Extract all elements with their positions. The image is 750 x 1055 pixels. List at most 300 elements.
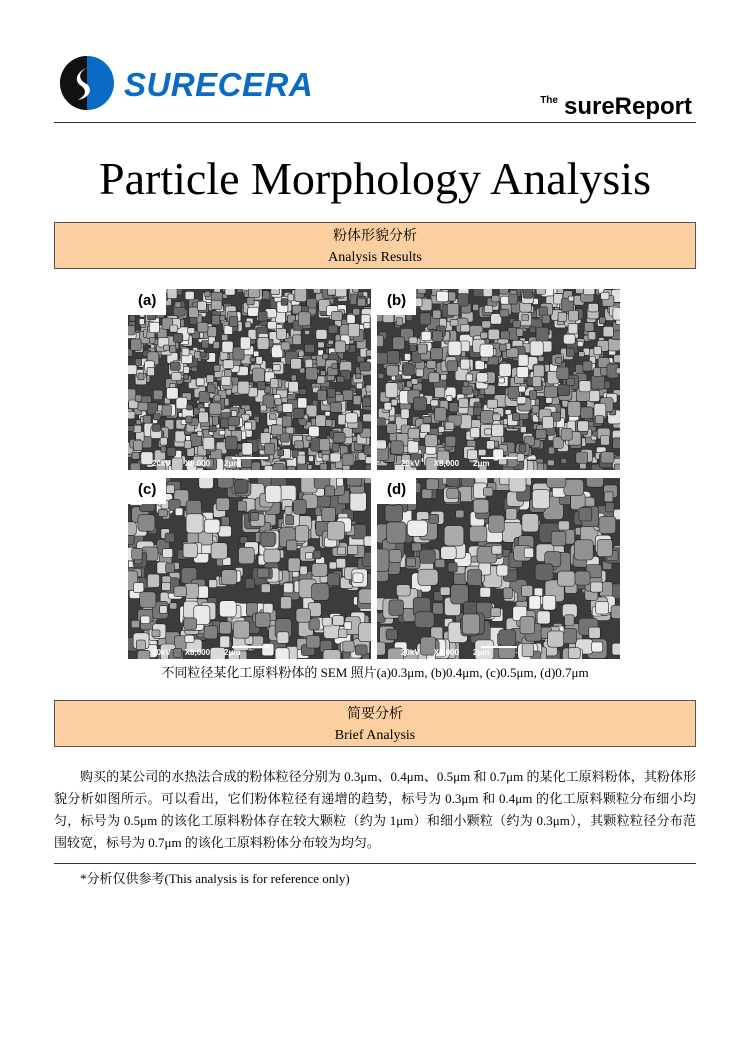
particle bbox=[477, 373, 488, 383]
particle bbox=[294, 500, 307, 515]
particle bbox=[498, 378, 504, 383]
voltage: 20kV bbox=[401, 459, 420, 468]
particle bbox=[300, 566, 307, 575]
particle bbox=[312, 356, 317, 360]
particle bbox=[253, 368, 265, 382]
particle bbox=[408, 428, 419, 438]
particle bbox=[170, 346, 176, 353]
particle bbox=[175, 302, 181, 308]
sem-texture bbox=[128, 478, 371, 659]
particle bbox=[147, 367, 154, 375]
particle bbox=[574, 540, 593, 560]
particle bbox=[220, 601, 237, 617]
particle bbox=[558, 571, 576, 586]
particle bbox=[322, 454, 329, 461]
particle bbox=[532, 377, 541, 387]
particle bbox=[594, 346, 602, 354]
particle bbox=[447, 478, 460, 486]
particle bbox=[214, 395, 220, 401]
particle bbox=[316, 330, 327, 340]
particle bbox=[335, 395, 343, 402]
sem-texture bbox=[128, 289, 371, 470]
particle bbox=[488, 329, 499, 339]
particle bbox=[359, 589, 371, 604]
particle bbox=[407, 520, 427, 536]
magnification: X8,000 bbox=[184, 459, 211, 468]
particle bbox=[316, 415, 326, 427]
particle bbox=[356, 383, 362, 389]
particle bbox=[576, 365, 584, 373]
particle bbox=[171, 373, 181, 381]
particle bbox=[288, 558, 300, 572]
particle bbox=[584, 322, 594, 331]
particle bbox=[517, 454, 524, 462]
particle bbox=[152, 630, 160, 637]
particle bbox=[529, 596, 541, 609]
particle bbox=[480, 587, 491, 597]
particle bbox=[409, 337, 417, 344]
particle bbox=[295, 526, 308, 542]
particle bbox=[160, 438, 167, 446]
particle bbox=[242, 443, 252, 455]
particle bbox=[335, 341, 346, 353]
particle bbox=[239, 547, 255, 564]
particle bbox=[322, 354, 328, 359]
particle bbox=[163, 549, 173, 558]
particle bbox=[517, 397, 526, 404]
particle bbox=[396, 585, 410, 596]
particle bbox=[568, 648, 580, 659]
particle bbox=[270, 379, 278, 388]
particle bbox=[433, 603, 444, 615]
particle bbox=[283, 403, 293, 412]
particle bbox=[128, 412, 135, 419]
particle bbox=[557, 367, 569, 379]
particle bbox=[429, 514, 439, 523]
particle bbox=[520, 427, 526, 433]
particle bbox=[322, 507, 336, 521]
particle bbox=[154, 414, 161, 420]
particle bbox=[328, 289, 336, 295]
particle bbox=[433, 310, 441, 318]
particle bbox=[289, 382, 299, 393]
particle bbox=[186, 416, 192, 423]
particle bbox=[309, 456, 314, 462]
particle bbox=[287, 540, 298, 551]
particle bbox=[257, 382, 265, 390]
particle bbox=[364, 445, 371, 455]
particle bbox=[325, 411, 330, 416]
particle bbox=[313, 289, 321, 293]
particle bbox=[197, 323, 208, 333]
particle bbox=[407, 558, 416, 567]
particle bbox=[199, 412, 209, 423]
particle bbox=[184, 618, 197, 630]
particle bbox=[275, 311, 285, 323]
particle bbox=[220, 316, 225, 321]
particle bbox=[386, 366, 398, 377]
analysis-paragraph: 购买的某公司的水热法合成的粉体粒径分别为 0.3μm、0.4μm、0.5μm 和 0.7μm 的某化工原料粉体，其粉体形貌分析如图所示。可以看出，它们粉体粒径有递增的趋势，标号为 0.3μm 和 0.4μm 的化工原料颗粒分布细小均匀，标号为 0.5μm 的该化工原料粉体存在较大颗粒（约为 1μm）和细小颗粒（约为 0.3μm），其颗粒粒径分布范围较宽，标号为 0.7μm 的该化工原料粉体分布较为均匀。 bbox=[54, 769, 696, 850]
particle bbox=[185, 583, 198, 598]
particle bbox=[484, 305, 493, 312]
particle bbox=[536, 289, 545, 295]
particle bbox=[291, 359, 302, 370]
particle bbox=[196, 378, 204, 386]
particle bbox=[218, 526, 231, 537]
particle bbox=[606, 502, 615, 512]
particle bbox=[293, 408, 304, 418]
particle bbox=[298, 398, 307, 408]
particle bbox=[190, 318, 197, 325]
image-info bbox=[401, 648, 504, 657]
particle bbox=[534, 588, 543, 596]
particle bbox=[175, 508, 183, 516]
particle bbox=[355, 374, 361, 379]
report-prefix: The bbox=[540, 95, 558, 106]
particle bbox=[130, 463, 140, 470]
particle bbox=[281, 299, 287, 306]
particle bbox=[546, 397, 552, 403]
particle bbox=[207, 384, 215, 393]
particle bbox=[543, 595, 556, 610]
particle bbox=[322, 618, 332, 627]
particle bbox=[261, 533, 275, 547]
particle bbox=[128, 522, 136, 536]
scale-label: 2μm bbox=[224, 648, 241, 657]
particle bbox=[294, 441, 303, 449]
brief-section-header bbox=[54, 700, 696, 747]
particle bbox=[411, 379, 418, 385]
particle bbox=[197, 431, 202, 436]
particle bbox=[138, 402, 148, 410]
particle bbox=[332, 364, 338, 369]
particle bbox=[158, 509, 167, 516]
particle bbox=[448, 563, 457, 573]
particle bbox=[199, 391, 210, 402]
particle bbox=[558, 312, 566, 321]
particle bbox=[487, 400, 498, 409]
particle bbox=[458, 294, 469, 307]
particle bbox=[447, 361, 458, 372]
particle bbox=[209, 426, 216, 432]
particle bbox=[348, 545, 358, 554]
results-section-header bbox=[54, 222, 696, 269]
particle bbox=[219, 430, 225, 435]
particle bbox=[255, 613, 270, 627]
particle bbox=[143, 415, 151, 423]
particle bbox=[568, 401, 581, 416]
particle bbox=[186, 501, 201, 516]
particle bbox=[601, 452, 614, 463]
particle bbox=[218, 478, 234, 488]
particle bbox=[337, 376, 344, 382]
particle bbox=[334, 433, 346, 443]
particle bbox=[325, 486, 335, 496]
particle bbox=[503, 588, 512, 599]
particle bbox=[163, 345, 169, 350]
particle bbox=[441, 546, 457, 559]
particle bbox=[320, 463, 327, 470]
particle bbox=[223, 360, 234, 369]
particle bbox=[409, 345, 416, 352]
particle bbox=[300, 419, 307, 426]
particle bbox=[245, 578, 254, 588]
particle bbox=[591, 582, 603, 592]
particle bbox=[360, 362, 371, 371]
particle bbox=[336, 559, 346, 569]
particle bbox=[613, 308, 620, 321]
particle bbox=[147, 574, 159, 587]
particle bbox=[522, 315, 529, 321]
particle bbox=[299, 389, 306, 395]
particle bbox=[447, 303, 459, 315]
particle bbox=[238, 501, 247, 511]
particle bbox=[293, 335, 302, 345]
particle bbox=[492, 546, 502, 555]
brief-title-zh: 简要分析 bbox=[347, 707, 403, 722]
particle bbox=[460, 415, 472, 429]
particle bbox=[588, 304, 598, 312]
magnification: X8,000 bbox=[184, 648, 211, 657]
particle bbox=[187, 404, 193, 410]
particle bbox=[182, 348, 189, 356]
particle bbox=[389, 550, 401, 563]
particle bbox=[366, 350, 371, 356]
particle bbox=[139, 319, 144, 325]
particle bbox=[530, 341, 543, 356]
particle bbox=[346, 413, 358, 423]
particle bbox=[330, 402, 341, 412]
particle bbox=[253, 351, 259, 356]
results-title-zh: 粉体形貌分析 bbox=[333, 229, 417, 244]
particle bbox=[170, 362, 180, 371]
particle bbox=[353, 308, 360, 315]
particle bbox=[505, 410, 511, 415]
particle bbox=[389, 416, 395, 421]
particle bbox=[160, 606, 168, 614]
particle bbox=[305, 344, 315, 352]
particle bbox=[284, 583, 294, 593]
particle bbox=[328, 325, 338, 333]
particle bbox=[184, 441, 191, 449]
particle bbox=[235, 480, 248, 494]
particle bbox=[391, 399, 397, 406]
particle bbox=[563, 334, 575, 344]
particle bbox=[336, 478, 344, 486]
particle bbox=[269, 414, 276, 420]
particle bbox=[260, 405, 266, 411]
particle bbox=[544, 386, 557, 398]
particle bbox=[408, 441, 419, 453]
particle bbox=[387, 522, 407, 543]
particle bbox=[426, 479, 438, 490]
particle bbox=[188, 328, 195, 334]
particle bbox=[225, 436, 237, 450]
particle bbox=[204, 519, 220, 533]
particle bbox=[462, 386, 473, 395]
particle bbox=[451, 585, 469, 604]
particle bbox=[277, 632, 289, 644]
particle bbox=[568, 324, 578, 334]
particle bbox=[238, 381, 249, 394]
particle bbox=[225, 289, 235, 295]
particle bbox=[247, 297, 254, 305]
header-divider bbox=[54, 122, 696, 123]
particle bbox=[265, 443, 275, 455]
particle bbox=[275, 648, 289, 659]
particle bbox=[599, 317, 605, 324]
particle bbox=[501, 296, 510, 304]
particle bbox=[326, 420, 333, 427]
particle bbox=[547, 460, 554, 466]
particle bbox=[586, 478, 603, 487]
particle bbox=[329, 562, 336, 569]
particle bbox=[128, 326, 135, 335]
particle bbox=[406, 314, 413, 320]
image-label: (a) bbox=[128, 289, 166, 315]
particle bbox=[355, 645, 367, 655]
particle bbox=[166, 485, 174, 493]
particle bbox=[542, 416, 553, 428]
particle bbox=[566, 348, 574, 356]
particle bbox=[435, 559, 445, 568]
particle bbox=[412, 543, 422, 551]
particle bbox=[204, 626, 218, 639]
particle bbox=[327, 522, 344, 541]
particle bbox=[393, 337, 405, 350]
particle bbox=[222, 570, 237, 585]
sem-texture bbox=[377, 478, 620, 659]
particle bbox=[466, 374, 473, 381]
particle bbox=[141, 616, 150, 624]
particle bbox=[248, 307, 259, 316]
particle bbox=[209, 580, 217, 588]
particle bbox=[245, 322, 251, 328]
image-label: (d) bbox=[377, 478, 416, 504]
particle bbox=[222, 341, 233, 353]
particle bbox=[320, 576, 328, 583]
particle bbox=[481, 332, 488, 338]
particle bbox=[134, 583, 144, 593]
particle bbox=[209, 403, 221, 415]
particle bbox=[186, 514, 203, 533]
particle bbox=[601, 436, 610, 446]
magnification: X8,000 bbox=[433, 648, 460, 657]
particle bbox=[473, 304, 479, 310]
particle bbox=[499, 630, 516, 647]
particle bbox=[165, 533, 175, 542]
particle bbox=[377, 642, 385, 655]
particle bbox=[189, 307, 199, 317]
particle bbox=[444, 526, 464, 546]
scale-label: 2μm bbox=[224, 459, 241, 468]
particle bbox=[342, 454, 354, 466]
particle bbox=[128, 426, 134, 432]
particle bbox=[463, 381, 469, 386]
particle bbox=[450, 319, 458, 326]
particle bbox=[616, 368, 620, 374]
particle bbox=[185, 291, 194, 299]
particle bbox=[431, 400, 439, 406]
particle bbox=[404, 353, 410, 360]
particle bbox=[551, 531, 566, 546]
particle bbox=[220, 636, 230, 648]
particle bbox=[307, 635, 321, 648]
particle bbox=[211, 543, 227, 559]
particle bbox=[245, 422, 252, 430]
particle bbox=[343, 641, 354, 652]
particle bbox=[275, 399, 282, 406]
particle bbox=[500, 344, 507, 351]
particle bbox=[445, 436, 455, 447]
particle bbox=[333, 616, 344, 626]
particle bbox=[588, 332, 596, 340]
particle bbox=[396, 318, 403, 326]
particle bbox=[516, 329, 523, 337]
particle bbox=[475, 360, 484, 369]
particle bbox=[523, 289, 533, 298]
particle bbox=[536, 429, 547, 438]
particle bbox=[319, 439, 329, 451]
particle bbox=[350, 492, 366, 511]
particle bbox=[318, 342, 325, 348]
particle bbox=[248, 289, 260, 298]
particle bbox=[401, 409, 409, 418]
particle bbox=[306, 367, 318, 380]
particle bbox=[263, 603, 273, 613]
particle bbox=[221, 517, 229, 526]
particle bbox=[131, 620, 139, 628]
particle bbox=[614, 464, 620, 470]
particle bbox=[328, 573, 340, 586]
particle bbox=[264, 549, 280, 563]
particle bbox=[569, 311, 579, 322]
particle bbox=[359, 623, 371, 642]
particle bbox=[561, 428, 572, 440]
particle bbox=[173, 333, 183, 342]
magnification: X8,000 bbox=[433, 459, 460, 468]
particle bbox=[556, 358, 562, 364]
particle bbox=[420, 313, 431, 325]
particle bbox=[449, 403, 458, 412]
report-name bbox=[540, 93, 692, 121]
particle bbox=[579, 381, 591, 392]
particle bbox=[258, 568, 270, 578]
particle bbox=[481, 410, 494, 423]
particle bbox=[298, 312, 310, 326]
particle bbox=[445, 422, 454, 430]
particle bbox=[175, 431, 185, 442]
particle bbox=[185, 635, 194, 643]
particle bbox=[578, 421, 589, 432]
particle bbox=[425, 435, 438, 447]
particle bbox=[596, 601, 609, 614]
particle bbox=[532, 490, 549, 509]
particle bbox=[507, 458, 517, 467]
particle bbox=[506, 509, 517, 520]
particle bbox=[323, 650, 341, 659]
particle bbox=[183, 374, 188, 380]
scale-label: 2μm bbox=[473, 648, 490, 657]
particle bbox=[447, 488, 459, 498]
particle bbox=[483, 488, 493, 497]
particle bbox=[613, 438, 620, 449]
particle bbox=[328, 388, 336, 397]
particle bbox=[431, 348, 443, 360]
particle bbox=[330, 453, 340, 462]
particle bbox=[299, 351, 304, 357]
particle bbox=[167, 388, 179, 400]
